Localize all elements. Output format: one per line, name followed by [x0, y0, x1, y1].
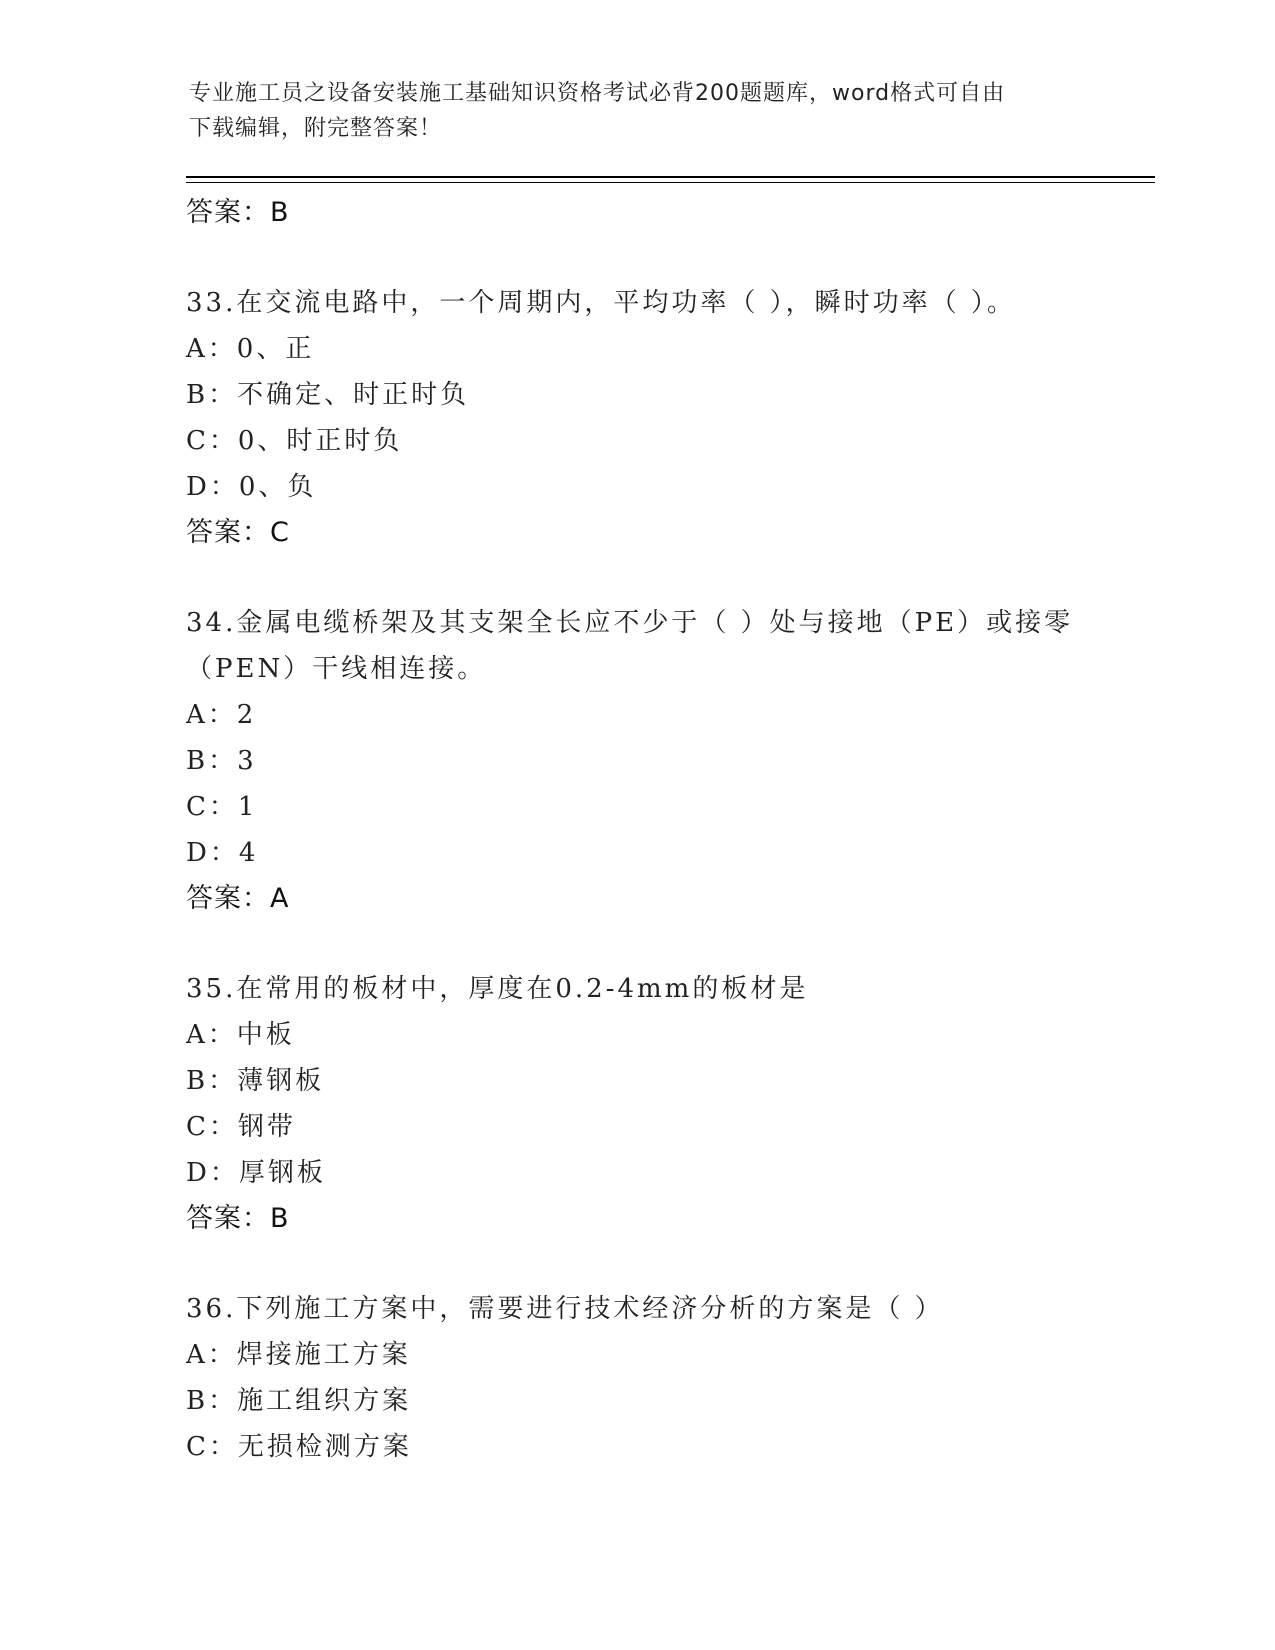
option-b: B：不确定、时正时负 — [186, 380, 470, 410]
option-b: B：施工组织方案 — [186, 1386, 412, 1416]
option-b: B：薄钢板 — [186, 1066, 325, 1096]
question-33 — [186, 280, 1146, 556]
option-d: D：4 — [186, 838, 259, 868]
spacer — [186, 1242, 1146, 1286]
question-text: 36.下列施工方案中，需要进行技术经济分析的方案是（ ） — [186, 1294, 944, 1324]
question-text-line-2: （PEN）干线相连接。 — [186, 654, 487, 684]
option-a: A：中板 — [186, 1020, 295, 1050]
question-text: 33.在交流电路中，一个周期内，平均功率（ ），瞬时功率（ ）。 — [186, 288, 1016, 318]
question-34 — [186, 600, 1146, 922]
document-header — [189, 76, 1089, 146]
spacer — [186, 556, 1146, 600]
question-35 — [186, 966, 1146, 1242]
option-a: A：焊接施工方案 — [186, 1340, 411, 1370]
header-divider-thin — [186, 182, 1155, 183]
option-c: C：0、时正时负 — [186, 426, 403, 456]
answer: 答案：A — [186, 883, 290, 914]
option-a: A：2 — [186, 700, 257, 730]
header-line-1: 专业施工员之设备安装施工基础知识资格考试必背200题题库，word格式可自由 — [189, 81, 1006, 106]
answer: 答案：B — [186, 1203, 290, 1234]
question-text: 35.在常用的板材中，厚度在0.2-4mm的板材是 — [186, 974, 809, 1004]
spacer — [186, 922, 1146, 966]
previous-answer: 答案：B — [186, 197, 290, 228]
question-36 — [186, 1286, 1146, 1470]
option-a: A：0、正 — [186, 334, 315, 364]
option-d: D：0、负 — [186, 472, 317, 502]
option-c: C：无损检测方案 — [186, 1432, 412, 1462]
option-c: C：钢带 — [186, 1112, 296, 1142]
header-line-2: 下载编辑，附完整答案！ — [189, 116, 443, 141]
option-c: C：1 — [186, 792, 258, 822]
question-text-line-1: 34.金属电缆桥架及其支架全长应不少于（ ）处与接地（PE）或接零 — [186, 608, 1074, 638]
question-list — [186, 190, 1146, 1470]
header-divider-thick — [186, 176, 1155, 178]
option-d: D：厚钢板 — [186, 1158, 326, 1188]
option-b: B：3 — [186, 746, 257, 776]
spacer — [186, 236, 1146, 280]
answer: 答案：C — [186, 517, 290, 548]
